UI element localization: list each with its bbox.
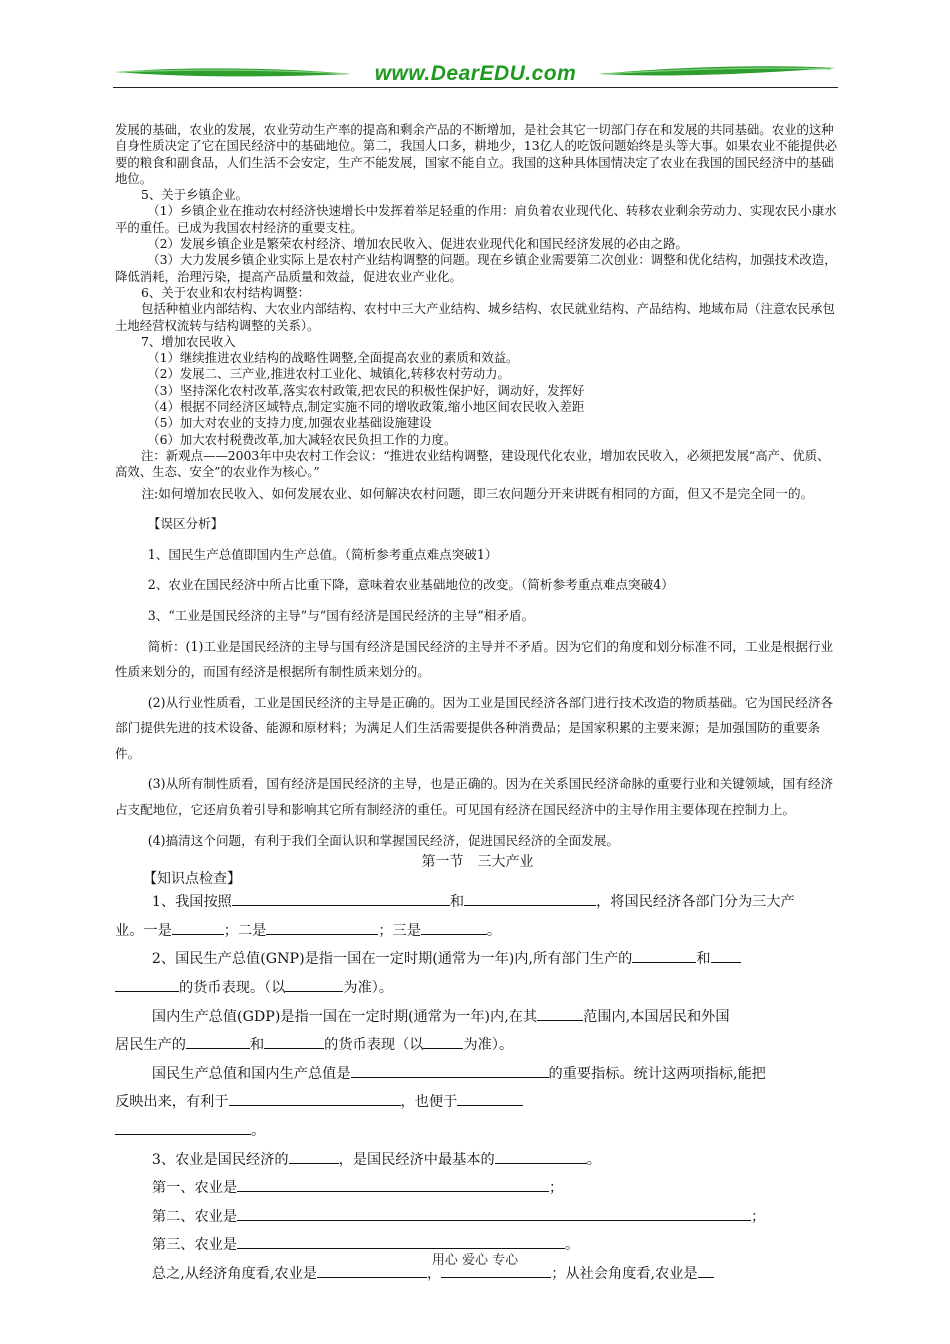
question-text: 国内生产总值(GDP)是指一国在一定时期(通常为一年)内,在其 bbox=[151, 1008, 538, 1025]
answer-blank[interactable] bbox=[264, 1034, 324, 1049]
question-text: ；二是 bbox=[223, 922, 267, 939]
question-text: 2、国民生产总值(GNP)是指一国在一定时期(通常为一年)内,所有部门生产的 bbox=[151, 951, 633, 968]
question-3 bbox=[115, 1003, 840, 1032]
question-4-end bbox=[115, 1117, 840, 1146]
question-3-cont bbox=[115, 1031, 840, 1060]
list-item: （1）继续推进农业结构的战略性调整,全面提高农业的素质和效益。 bbox=[147, 350, 519, 366]
question-text: ；从社会角度看,农业是 bbox=[551, 1265, 698, 1282]
paragraph: 包括种植业内部结构、大农业内部结构、农村中三大产业结构、城乡结构、农民就业结构、产品结构、地域布局（注意农民承包土地经营权流转与结构调整的关系）。 bbox=[115, 301, 835, 333]
question-1-cont bbox=[115, 917, 840, 946]
question-6 bbox=[115, 1174, 840, 1203]
answer-blank[interactable] bbox=[237, 1177, 549, 1192]
paragraph: 注：新观点——2003年中央农村工作会议：“推进农业结构调整，建设现代化农业，增加农民收入，必须把发展“高产、优质、高效、生态、安全”的农业作为核心。” bbox=[115, 447, 830, 480]
paragraph: （3）大力发展乡镇企业实际上是农村产业结构调整的问题。现在乡镇企业需要第二次创业：调整和优化结构，加强技术改造，降低消耗，治理污染，提高产品质量和效益，促进农业产业化。 bbox=[115, 252, 837, 284]
answer-blank[interactable] bbox=[115, 1120, 251, 1135]
question-text: 。 bbox=[486, 922, 502, 939]
dense-text-block bbox=[115, 122, 840, 481]
question-text: 居民生产的 bbox=[115, 1037, 186, 1054]
section-heading: 【误区分析】 bbox=[147, 516, 224, 532]
list-item: （6）加大农村税费改革,加大减轻农民负担工作的力度。 bbox=[147, 431, 457, 447]
question-text: 反映出来，有利于 bbox=[115, 1094, 229, 1111]
question-2 bbox=[115, 945, 840, 974]
question-text: 范围内,本国居民和外国 bbox=[583, 1008, 730, 1025]
fill-in-exercises bbox=[115, 888, 840, 1288]
analysis-block bbox=[115, 481, 840, 854]
site-logo-text[interactable]: www.DearEDU.com bbox=[374, 62, 577, 85]
question-text: 和 bbox=[449, 894, 465, 911]
list-item: （5）加大对农业的支持力度,加强农业基础设施建设 bbox=[147, 415, 432, 431]
answer-blank[interactable] bbox=[537, 1006, 583, 1021]
answer-blank[interactable] bbox=[229, 1091, 401, 1106]
answer-blank[interactable] bbox=[186, 1034, 250, 1049]
paragraph: 6、关于农业和农村结构调整： bbox=[141, 284, 310, 300]
paragraph: (4)搞清这个问题，有利于我们全面认识和掌握国民经济，促进国民经济的全面发展。 bbox=[147, 832, 619, 848]
list-item: （2）发展二、三产业,推进农村工业化、城镇化,转移农村劳动力。 bbox=[147, 366, 510, 382]
paragraph: (3)从所有制性质看，国有经济是国民经济的主导，也是正确的。因为在关系国民经济命脉的重要行业和关键领域，国有经济占支配地位，它还肩负着引导和影响其它所有制经济的重任。可见国有经济在国民经济中的主导作用主要体现在控制力上。 bbox=[115, 776, 834, 818]
question-text: 。 bbox=[565, 1237, 580, 1254]
question-text: 第二、农业是 bbox=[151, 1208, 238, 1225]
question-text: 和 bbox=[696, 951, 711, 968]
answer-blank[interactable] bbox=[289, 1149, 339, 1164]
question-text: ；三是 bbox=[378, 922, 421, 939]
question-text: ，是国民经济中最基本的 bbox=[338, 1151, 495, 1168]
question-text: 1、我国按照 bbox=[151, 894, 232, 911]
question-text: ， bbox=[427, 1265, 442, 1282]
paragraph: 2、农业在国民经济中所占比重下降，意味着农业基础地位的改变。（简析参考重点难点突破4） bbox=[147, 577, 674, 593]
question-text: 第三、农业是 bbox=[151, 1237, 238, 1254]
question-text: 总之,从经济角度看,农业是 bbox=[151, 1265, 317, 1282]
paragraph: （1）乡镇企业在推动农村经济快速增长中发挥着举足轻重的作用：肩负着农业现代化、转移农业剩余劳动力、实现农民小康水平的重任。已成为我国农村经济的重要支柱。 bbox=[115, 203, 837, 235]
question-text: 和 bbox=[249, 1037, 265, 1054]
section-title: 第一节 三大产业 bbox=[421, 854, 534, 871]
paragraph: 发展的基础，农业的发展，农业劳动生产率的提高和剩余产品的不断增加，是社会其它一切部门存在和发展的共同基础。农业的这种自身性质决定了它在国民经济中的基础地位。第二，我国人口多，耕地少，13亿人的吃饭问题始终是头等大事。如果农业不能提供必要的粮食和副食品，人们生活不会安定，生产不能发展，国家不能自立。我国的这种具体国情决定了农业在我国的国民经济中的基础地位。 bbox=[115, 122, 838, 186]
question-text: 业。一是 bbox=[115, 922, 172, 939]
question-4-cont bbox=[115, 1088, 840, 1117]
answer-blank[interactable] bbox=[115, 977, 179, 992]
list-item: （3）坚持深化农村改革,落实农村政策,把农民的积极性保护好，调动好，发挥好 bbox=[147, 382, 585, 398]
answer-blank[interactable] bbox=[232, 891, 450, 906]
paragraph: (2)从行业性质看，工业是国民经济的主导是正确的。因为工业是国民经济各部门进行技术改造的物质基础。它为国民经济各部门提供先进的技术设备、能源和原材料；为满足人们生活需要提供各种消费品；是国家积累的主要来源；是加强国防的重要条件。 bbox=[115, 694, 834, 761]
paragraph: 3、“工业是国民经济的主导”与“国有经济是国民经济的主导”相矛盾。 bbox=[147, 607, 535, 623]
answer-blank[interactable] bbox=[172, 920, 224, 935]
question-5 bbox=[115, 1146, 840, 1175]
page-footer: 用心 爱心 专心 bbox=[431, 1253, 519, 1268]
knowledge-check-heading: 【知识点检查】 bbox=[143, 871, 241, 888]
answer-blank[interactable] bbox=[711, 948, 741, 963]
paragraph: 1、国民生产总值即国内生产总值。（简析参考重点难点突破1） bbox=[147, 546, 498, 562]
answer-blank[interactable] bbox=[351, 1063, 549, 1078]
question-text: ，将国民经济各部门分为三大产 bbox=[596, 894, 795, 911]
answer-blank[interactable] bbox=[495, 1149, 587, 1164]
answer-blank[interactable] bbox=[237, 1206, 751, 1221]
question-text: 为准）。 bbox=[463, 1037, 514, 1054]
main-content bbox=[115, 122, 840, 1289]
question-text: 3、农业是国民经济的 bbox=[151, 1151, 289, 1168]
question-text: ，也便于 bbox=[400, 1094, 458, 1111]
answer-blank[interactable] bbox=[421, 920, 487, 935]
answer-blank[interactable] bbox=[464, 891, 596, 906]
paragraph: （2）发展乡镇企业是繁荣农村经济、增加农民收入、促进农业现代化和国民经济发展的必由之路。 bbox=[147, 236, 688, 252]
question-text: 国民生产总值和国内生产总值是 bbox=[151, 1065, 351, 1082]
question-text: 第一、农业是 bbox=[151, 1180, 238, 1197]
header-rule bbox=[113, 87, 838, 88]
answer-blank[interactable] bbox=[285, 977, 343, 992]
answer-blank[interactable] bbox=[457, 1091, 523, 1106]
question-text: 的货币表现。（以 bbox=[179, 980, 286, 997]
answer-blank[interactable] bbox=[237, 1234, 565, 1249]
question-1 bbox=[115, 888, 840, 917]
list-item: （4）根据不同经济区域特点,制定实施不同的增收政策,缩小地区间农民收入差距 bbox=[147, 399, 585, 415]
paragraph: 注:如何增加农民收入、如何发展农业、如何解决农村问题，即三农问题分开来讲既有相同的方面，但又不是完全同一的。 bbox=[141, 485, 814, 501]
question-text: 为准）。 bbox=[343, 980, 394, 997]
question-2-cont bbox=[115, 974, 840, 1003]
question-text: 。 bbox=[251, 1123, 266, 1139]
paragraph: 简析：(1)工业是国民经济的主导与国有经济是国民经济的主导并不矛盾。因为它们的角度和划分标准不同，工业是根据行业性质来划分的，而国有经济是根据所有制性质来划分的。 bbox=[115, 638, 834, 680]
answer-blank[interactable] bbox=[632, 948, 696, 963]
question-text: ； bbox=[751, 1208, 766, 1225]
question-7 bbox=[115, 1203, 840, 1232]
question-text: 的货币表现（以 bbox=[324, 1037, 424, 1054]
answer-blank[interactable] bbox=[423, 1034, 463, 1049]
paragraph: 5、关于乡镇企业。 bbox=[141, 187, 249, 203]
answer-blank[interactable] bbox=[266, 920, 378, 935]
question-4 bbox=[115, 1060, 840, 1089]
paragraph: 7、增加农民收入 bbox=[141, 333, 236, 349]
question-text: 。 bbox=[586, 1151, 601, 1168]
question-text: 的重要指标。统计这两项指标,能把 bbox=[548, 1065, 766, 1082]
question-text: ； bbox=[549, 1180, 564, 1197]
